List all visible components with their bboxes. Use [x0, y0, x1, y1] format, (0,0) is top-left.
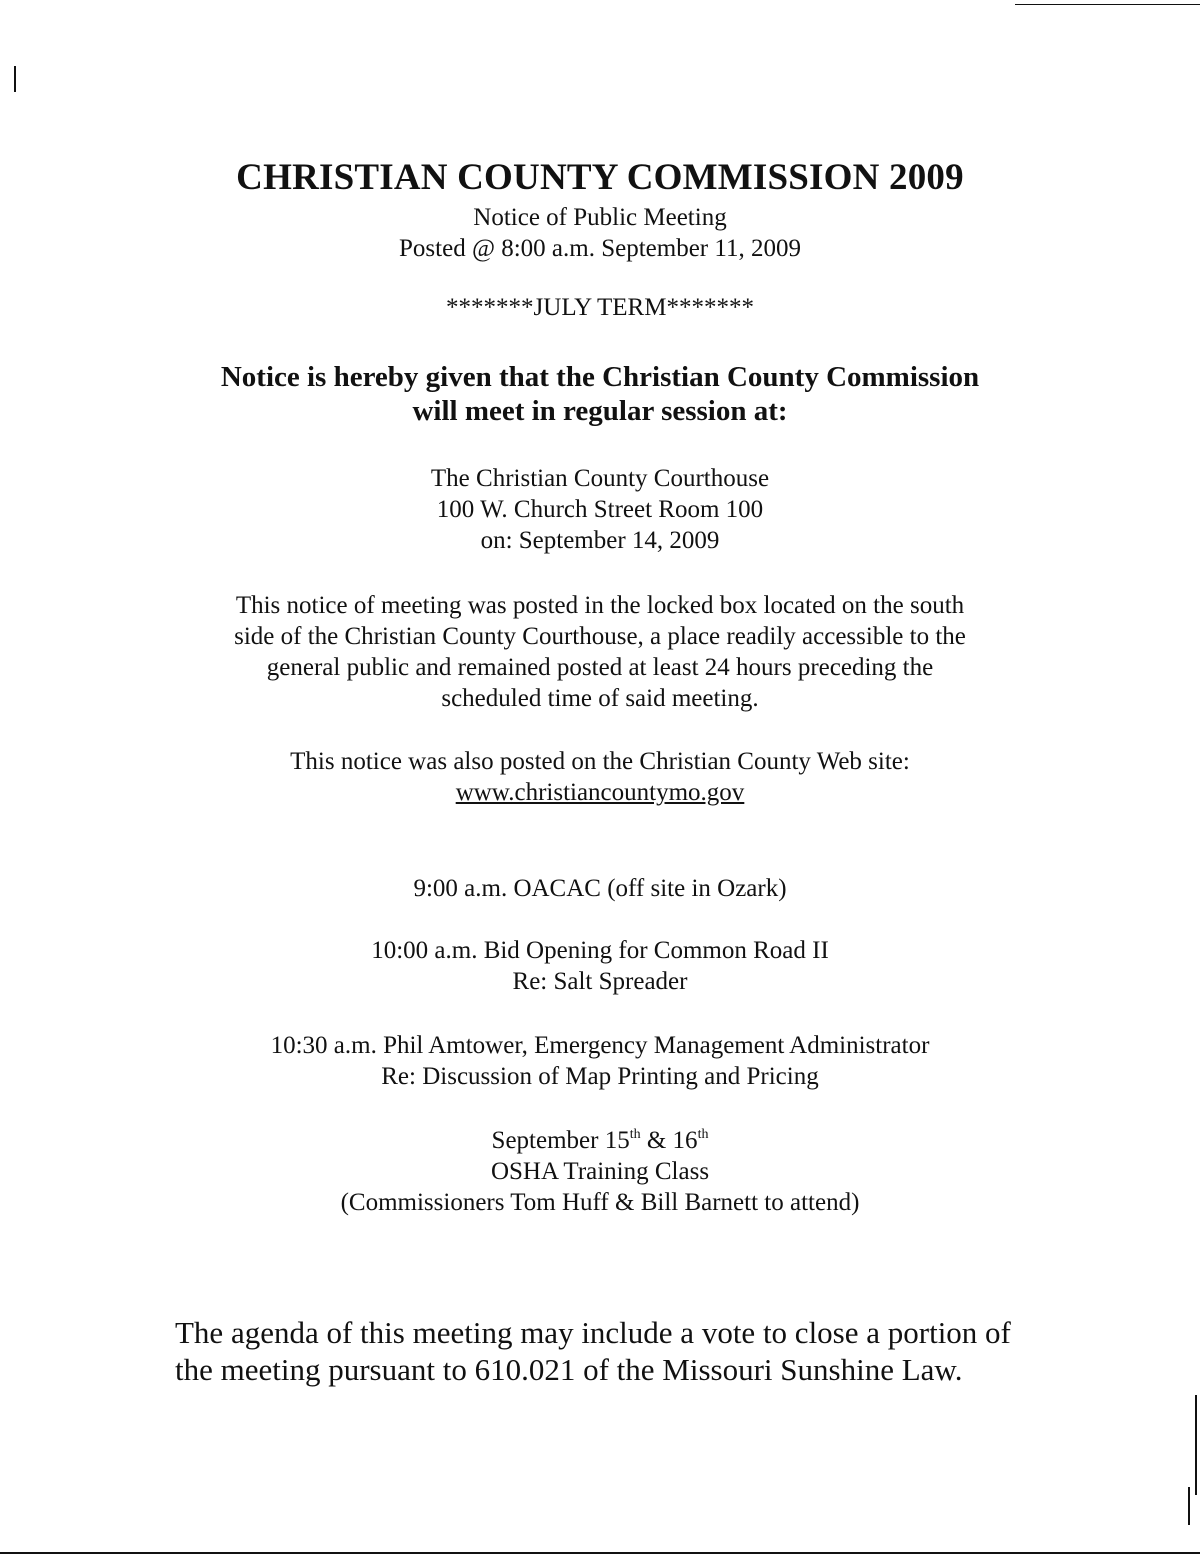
scan-line-bottom — [0, 1552, 1200, 1554]
agenda-item-line1: 10:30 a.m. Phil Amtower, Emergency Management Administrator — [270, 1032, 930, 1059]
sunshine-law-notice — [175, 1314, 1095, 1388]
notice-heading-line1: Notice is hereby given that the Christian County Commission — [220, 361, 980, 393]
location-date: on: September 14, 2009 — [480, 527, 720, 554]
agenda-item — [0, 1030, 1200, 1092]
subtitle: Notice of Public Meeting — [473, 204, 727, 231]
training-date-end: & 16 — [640, 1127, 698, 1154]
notice-heading — [0, 360, 1200, 428]
footer-line2: the meeting pursuant to 610.021 of the Missouri Sunshine Law. — [175, 1352, 963, 1387]
posting-paragraph — [0, 590, 1200, 714]
website-line: This notice was also posted on the Christian County Web site: — [290, 748, 910, 775]
footer-line1: The agenda of this meeting may include a vote to close a portion of — [175, 1315, 1011, 1350]
training-date-sup: th — [697, 1127, 709, 1142]
training-title: OSHA Training Class — [490, 1158, 710, 1185]
scan-mark-bottom-right — [1188, 1487, 1190, 1525]
agenda-item — [0, 935, 1200, 997]
training-date-sup: th — [629, 1127, 641, 1142]
term-banner: *******JULY TERM******* — [446, 294, 754, 321]
scan-line-right — [1195, 1395, 1197, 1495]
agenda-item-line1: 10:00 a.m. Bid Opening for Common Road II — [371, 937, 829, 964]
scan-mark-top-left — [14, 66, 16, 92]
training-block — [0, 1125, 1200, 1218]
scan-line-top-right — [1015, 4, 1200, 5]
location-block — [0, 463, 1200, 556]
agenda-item-line2: Re: Salt Spreader — [512, 968, 688, 995]
location-address: 100 W. Church Street Room 100 — [436, 496, 764, 523]
location-place: The Christian County Courthouse — [430, 465, 770, 492]
agenda-item-line1: 9:00 a.m. OACAC (off site in Ozark) — [413, 875, 787, 902]
website-block — [0, 746, 1200, 808]
website-link[interactable]: www.christiancountymo.gov — [455, 779, 745, 806]
posting-line2: side of the Christian County Courthouse, a place readily accessible to the — [234, 623, 966, 650]
agenda-item — [0, 873, 1200, 904]
notice-heading-line2: will meet in regular session at: — [412, 395, 788, 427]
posting-line3: general public and remained posted at least 24 hours preceding the — [266, 654, 934, 681]
training-date-start: September 15 — [491, 1127, 630, 1154]
training-dates — [0, 1125, 1200, 1156]
posting-line4: scheduled time of said meeting. — [441, 685, 759, 712]
page-title: CHRISTIAN COUNTY COMMISSION 2009 — [236, 157, 964, 198]
agenda-item-line2: Re: Discussion of Map Printing and Pricing — [381, 1063, 819, 1090]
posting-line1: This notice of meeting was posted in the locked box located on the south — [235, 592, 965, 619]
posted-time: Posted @ 8:00 a.m. September 11, 2009 — [399, 235, 801, 262]
training-attendees: (Commissioners Tom Huff & Bill Barnett to attend) — [340, 1189, 860, 1216]
